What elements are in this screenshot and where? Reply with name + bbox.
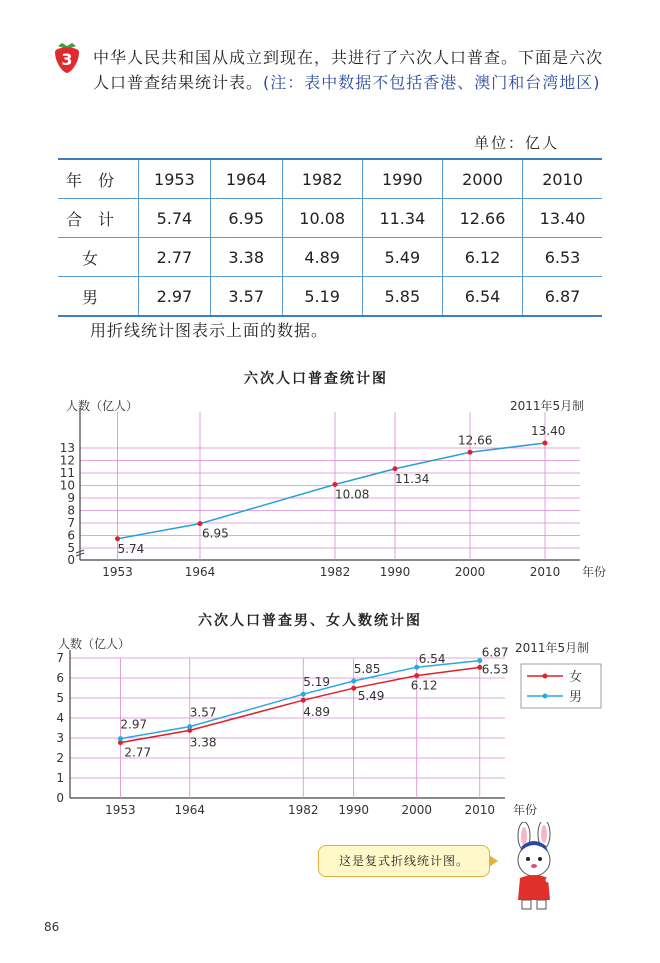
y-tick-label: 1: [56, 771, 64, 785]
data-point: [333, 482, 338, 487]
legend-marker: [543, 694, 548, 699]
y-tick-label: 6: [56, 671, 64, 685]
data-point: [187, 724, 192, 729]
table-row: [58, 277, 602, 317]
table-cell: 3.57: [210, 277, 282, 317]
x-tick-label: 2010: [464, 803, 496, 817]
data-label: 5.49: [357, 689, 385, 704]
table-cell: 女: [58, 238, 139, 277]
problem-note: (注：表中数据不包括香港、澳门和台湾地区): [263, 73, 601, 92]
data-label: 2.97: [120, 717, 148, 732]
x-tick-label: 2010: [529, 565, 561, 579]
y-tick-label: 7: [67, 516, 75, 530]
total-population-line-chart: [0, 390, 660, 585]
table-header-cell: 1990: [362, 159, 442, 199]
table-row: [58, 199, 602, 238]
table-cell: 5.85: [362, 277, 442, 317]
y-tick-label: 7: [56, 651, 64, 665]
y-axis-label: 人数（亿人）: [66, 399, 139, 413]
table-cell: 6.87: [523, 277, 602, 317]
table-row: [58, 238, 602, 277]
data-label: 5.19: [303, 675, 330, 690]
instruction-text: 用折线统计图表示上面的数据。: [90, 321, 329, 340]
y-tick-label: 12: [59, 453, 75, 468]
x-axis-label: 年份: [582, 565, 607, 579]
data-label: 3.57: [189, 705, 217, 720]
data-point: [393, 466, 398, 471]
y-tick-label: 5: [67, 541, 75, 555]
y-tick-label: 0: [67, 553, 75, 567]
y-tick-label: 8: [67, 503, 75, 518]
speech-bubble: 这是复式折线统计图。: [318, 845, 490, 877]
x-tick-label: 2000: [454, 565, 486, 579]
table-cell: 合计: [58, 199, 139, 238]
chart-title: 六次人口普查男、女人数统计图: [198, 613, 422, 629]
table-cell: 6.95: [210, 199, 282, 238]
legend-box: [521, 664, 601, 708]
data-label: 10.08: [335, 487, 370, 502]
table-header-cell: 2010: [523, 159, 602, 199]
problem-text: [93, 45, 613, 95]
problem-number: 3: [61, 50, 73, 69]
table-header-row: [58, 159, 602, 199]
y-tick-label: 6: [67, 528, 75, 543]
data-point: [351, 686, 356, 691]
x-tick-label: 2000: [401, 803, 433, 817]
y-tick-label: 2: [56, 751, 64, 765]
series-line: [118, 443, 546, 539]
legend-marker: [543, 674, 548, 679]
data-label: 6.87: [481, 645, 509, 660]
table-cell: 12.66: [442, 199, 522, 238]
data-point: [351, 679, 356, 684]
table-cell: 11.34: [362, 199, 442, 238]
data-label: 2.77: [124, 745, 152, 760]
data-label: 6.54: [418, 652, 446, 667]
table-cell: 10.08: [282, 199, 362, 238]
series-line: [120, 661, 479, 739]
table-cell: 男: [58, 277, 139, 317]
data-label: 12.66: [458, 433, 493, 448]
x-tick-label: 1964: [184, 565, 216, 579]
data-point: [468, 450, 473, 455]
data-point: [118, 736, 123, 741]
y-tick-label: 10: [59, 478, 75, 493]
data-point: [301, 692, 306, 697]
table-cell: 4.89: [282, 238, 362, 277]
chart-title: 六次人口普查统计图: [244, 371, 388, 387]
data-label: 5.74: [117, 541, 145, 556]
gender-population-line-chart: [0, 630, 660, 825]
table-cell: 2.77: [139, 238, 211, 277]
table-unit: 单位：亿人: [474, 134, 560, 152]
data-point: [414, 673, 419, 678]
y-tick-label: 9: [67, 491, 75, 505]
y-axis-label: 人数（亿人）: [58, 637, 131, 651]
data-label: 4.89: [303, 705, 330, 720]
y-tick-label: 13: [59, 441, 75, 455]
chart-date-note: 2011年5月制: [515, 641, 590, 655]
data-point: [198, 521, 203, 526]
table-header-cell: 1953: [139, 159, 211, 199]
legend-label: 女: [569, 670, 583, 685]
chart-date-note: 2011年5月制: [510, 399, 585, 413]
rabbit-mascot-icon: [500, 822, 570, 912]
y-tick-label: 3: [56, 731, 64, 745]
table-cell: 13.40: [523, 199, 602, 238]
data-label: 6.95: [202, 526, 229, 541]
data-label: 6.12: [410, 678, 438, 693]
x-tick-label: 1964: [174, 803, 206, 817]
y-tick-label: 0: [56, 791, 64, 805]
data-point: [301, 698, 306, 703]
page-number: 86: [44, 920, 60, 934]
data-point: [115, 536, 120, 541]
problem-statement: 中华人民共和国从成立到现在，共进行了六次人口普查。下面是六次人口普查结果统计表。: [93, 48, 604, 92]
data-label: 11.34: [395, 471, 430, 486]
y-tick-label: 4: [56, 711, 64, 725]
population-table: [58, 158, 602, 317]
table-cell: 6.53: [523, 238, 602, 277]
table-header-cell: 年份: [58, 159, 139, 199]
x-tick-label: 1982: [287, 803, 319, 817]
table-cell: 5.74: [139, 199, 211, 238]
table-cell: 3.38: [210, 238, 282, 277]
table-cell: 2.97: [139, 277, 211, 317]
x-tick-label: 1990: [379, 565, 411, 579]
table-cell: 6.12: [442, 238, 522, 277]
x-tick-label: 1990: [338, 803, 369, 817]
data-point: [543, 441, 548, 446]
data-label: 6.53: [481, 662, 509, 677]
table-cell: 6.54: [442, 277, 522, 317]
table-cell: 5.19: [282, 277, 362, 317]
x-tick-label: 1953: [105, 803, 136, 817]
table-header-cell: 1982: [282, 159, 362, 199]
legend-label: 男: [569, 690, 583, 705]
x-tick-label: 1953: [102, 565, 133, 579]
table-header-cell: 2000: [442, 159, 522, 199]
table-cell: 5.49: [362, 238, 442, 277]
y-tick-label: 11: [59, 466, 75, 480]
data-label: 3.38: [189, 735, 217, 750]
x-tick-label: 1982: [319, 565, 351, 579]
strawberry-badge-icon: [52, 42, 82, 74]
table-header-cell: 1964: [210, 159, 282, 199]
data-label: 13.40: [531, 424, 566, 438]
data-label: 5.85: [353, 662, 381, 676]
x-axis-label: 年份: [513, 803, 538, 817]
y-tick-label: 5: [56, 691, 64, 705]
